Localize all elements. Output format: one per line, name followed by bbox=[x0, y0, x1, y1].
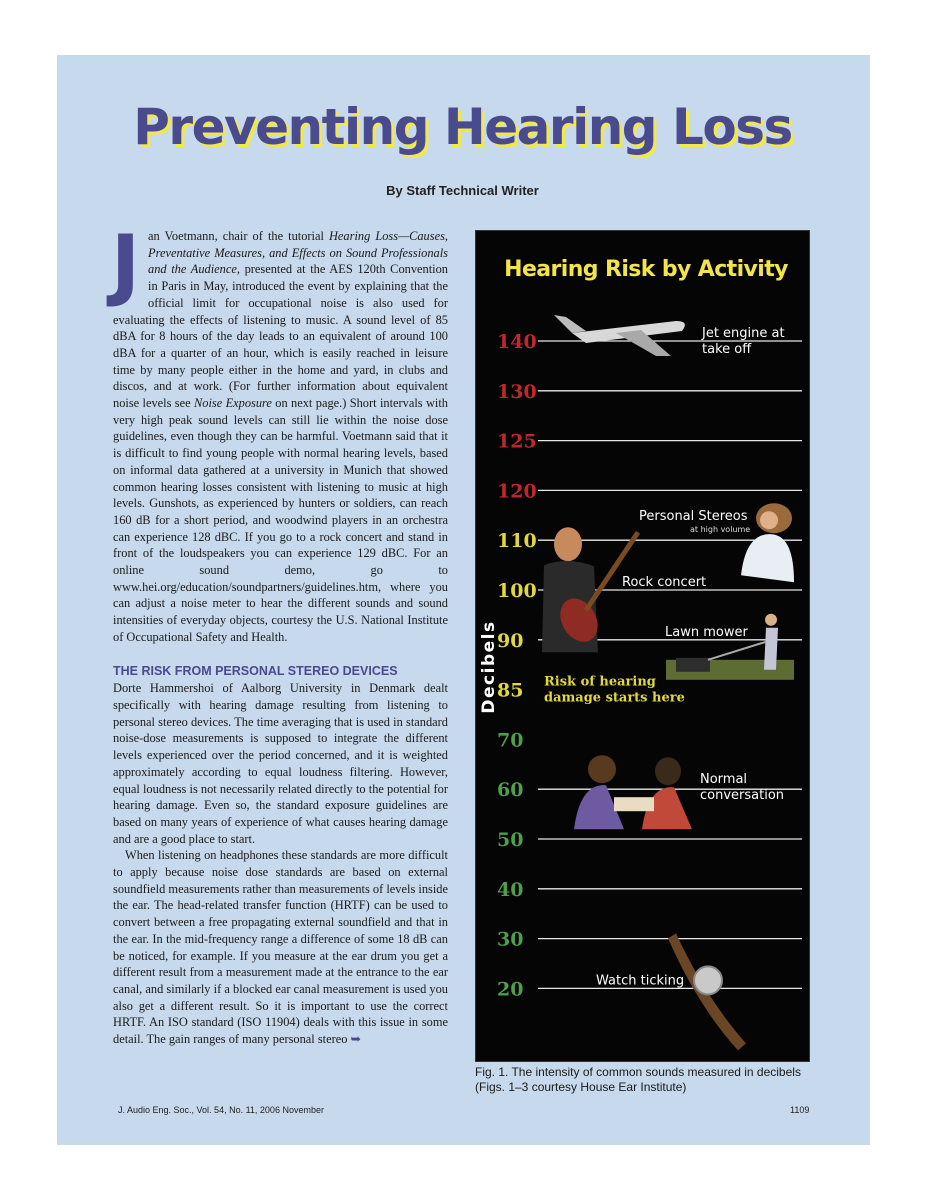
annotation-jet-line-2: take off bbox=[702, 342, 752, 357]
mower-handle-icon bbox=[708, 642, 766, 660]
level-label-130: 130 bbox=[497, 380, 537, 403]
level-label-100: 100 bbox=[497, 580, 537, 602]
intro-paragraph: Jan Voetmann, chair of the tutorial Hearing Loss—Causes, Preventative Measures, and Effects on Sound Professionals and the Audience, presented at the AES 120th Convention in Paris in May, introduced the event by explaining that the official limit for occupational noise is also used for evaluating the effects of listening to music. A sound level of 85 dBA for 8 hours of the day leads to an equivalent of around 100 dBA for a quarter of an hour, which is easily reached in leisure time by many people either in the home and yard, in clubs and discos, and at work. (For further information about equivalent noise levels see Noise Exposure on next page.) Short intervals with very high peak sound levels can still lie within the noise dose guidelines, even though they can be harmful. Voetmann said that it is difficult to find young people with normal hearing levels, based on informal data gathered at a university in Munich that showed common hearing losses consistent with listening to music at high levels. Gunshots, as experienced by hunters or soldiers, can reach 160 dB for a short period, and woodwind players in an orchestra can experience 128 dBC. If you go to a rock concert and stand in front of the loudspeakers you can experience 129 dBC. For an online sound demo, go to www.hei.org/education/soundpartners/guidelines.htm, where you can adjust a noise meter to hear the different sounds and sound intensities of everyday objects, courtesy the U.S. National Institute of Occupational Safety and Health. bbox=[111, 220, 449, 644]
level-label-140: 140 bbox=[497, 331, 537, 353]
level-label-70: 70 bbox=[497, 729, 524, 752]
person-two-head-icon bbox=[655, 757, 681, 785]
annotation-jet-line-1: Jet engine at bbox=[702, 326, 785, 341]
level-label-20: 20 bbox=[497, 978, 524, 1001]
annotation-conversation-line-1: Normal bbox=[700, 772, 748, 788]
annotation-risk-line-1: Risk of hearing bbox=[544, 674, 656, 690]
guitarist-head-icon bbox=[554, 527, 582, 561]
drop-cap: J bbox=[111, 220, 141, 310]
level-label-50: 50 bbox=[497, 829, 524, 851]
level-label-40: 40 bbox=[497, 878, 524, 901]
level-label-85: 85 bbox=[497, 679, 524, 702]
annotation-conversation-line-2: conversation bbox=[700, 788, 785, 804]
food-plate-icon bbox=[614, 797, 654, 811]
chart-title: Hearing Risk by Activity bbox=[504, 257, 788, 282]
page-number: 1109 bbox=[790, 1105, 810, 1115]
level-label-125: 125 bbox=[497, 430, 537, 453]
level-label-120: 120 bbox=[497, 480, 537, 503]
stereo-listener-body-icon bbox=[741, 534, 794, 582]
article-body bbox=[111, 220, 449, 1048]
mower-icon bbox=[676, 658, 710, 672]
level-label-60: 60 bbox=[497, 779, 524, 802]
continue-arrow-icon: ➥ bbox=[350, 1032, 361, 1047]
level-label-90: 90 bbox=[497, 629, 524, 652]
annotation-mower-line-1: Lawn mower bbox=[665, 624, 748, 640]
annotation-stereos-sub: at high volume bbox=[690, 525, 751, 535]
person-one-head-icon bbox=[588, 755, 616, 783]
watch-face-icon bbox=[694, 966, 722, 994]
annotation-stereos-line-1: Personal Stereos bbox=[639, 509, 748, 525]
article-title: Preventing Hearing Loss bbox=[133, 98, 792, 156]
mower-person-head-icon bbox=[765, 614, 777, 626]
byline: By Staff Technical Writer bbox=[386, 183, 539, 198]
section-paragraph-2: When listening on headphones these standards are more difficult to apply because noise dose standards are based on external soundfield measurements rather than measurements of levels inside the ear. The head-related transfer function (HRTF) can be used to convert between a free propagating external soundfield and that in the ear. In the mid-frequency range a difference of some 18 dB can be noticed, for example. If you measure at the ear drum you get a different result from a measurement made at the entrance to the ear canal, and similarly if a blocked ear canal measurement is used you also get a different result. So it is important to use the correct HRTF. An ISO standard (ISO 11904) deals with this issue in some detail. The gain ranges of many personal stereo ➥ bbox=[113, 848, 448, 1047]
level-label-110: 110 bbox=[497, 530, 537, 553]
annotation-risk-line-2: damage starts here bbox=[544, 690, 685, 706]
stereo-listener-head-icon bbox=[760, 511, 778, 529]
jet-tail-icon bbox=[554, 315, 586, 333]
annotation-watch-line-1: Watch ticking bbox=[596, 973, 685, 989]
figure-caption: Fig. 1. The intensity of common sounds measured in decibels (Figs. 1–3 courtesy House Ear Institute) bbox=[475, 1065, 801, 1094]
jet-wing-icon bbox=[616, 330, 671, 356]
section-heading: THE RISK FROM PERSONAL STEREO DEVICES bbox=[113, 663, 398, 678]
section-paragraph-1: Dorte Hammershoi of Aalborg University in Denmark dealt specifically with hearing damage resulting from listening to personal stereo devices. The time averaging that is used in standard noise-dose measurements is supposed to integrate the different levels experienced over the period concerned, and it is weighted approximately according to equal loudness filtering. However, equal loudness is not necessarily related directly to the potential for hearing damage. Even so, the standard exposure guidelines are based on many years of experience of what causes hearing damage and are a good place to start. bbox=[113, 681, 448, 846]
hearing-risk-figure bbox=[475, 230, 810, 1062]
annotation-rock-line-1: Rock concert bbox=[622, 575, 707, 590]
level-label-30: 30 bbox=[497, 928, 524, 951]
mower-person-body-icon bbox=[764, 628, 778, 670]
hearing-risk-chart bbox=[476, 231, 809, 1061]
journal-citation: J. Audio Eng. Soc., Vol. 54, No. 11, 2006 November bbox=[118, 1105, 324, 1115]
y-axis-label: Decibels bbox=[479, 620, 499, 714]
